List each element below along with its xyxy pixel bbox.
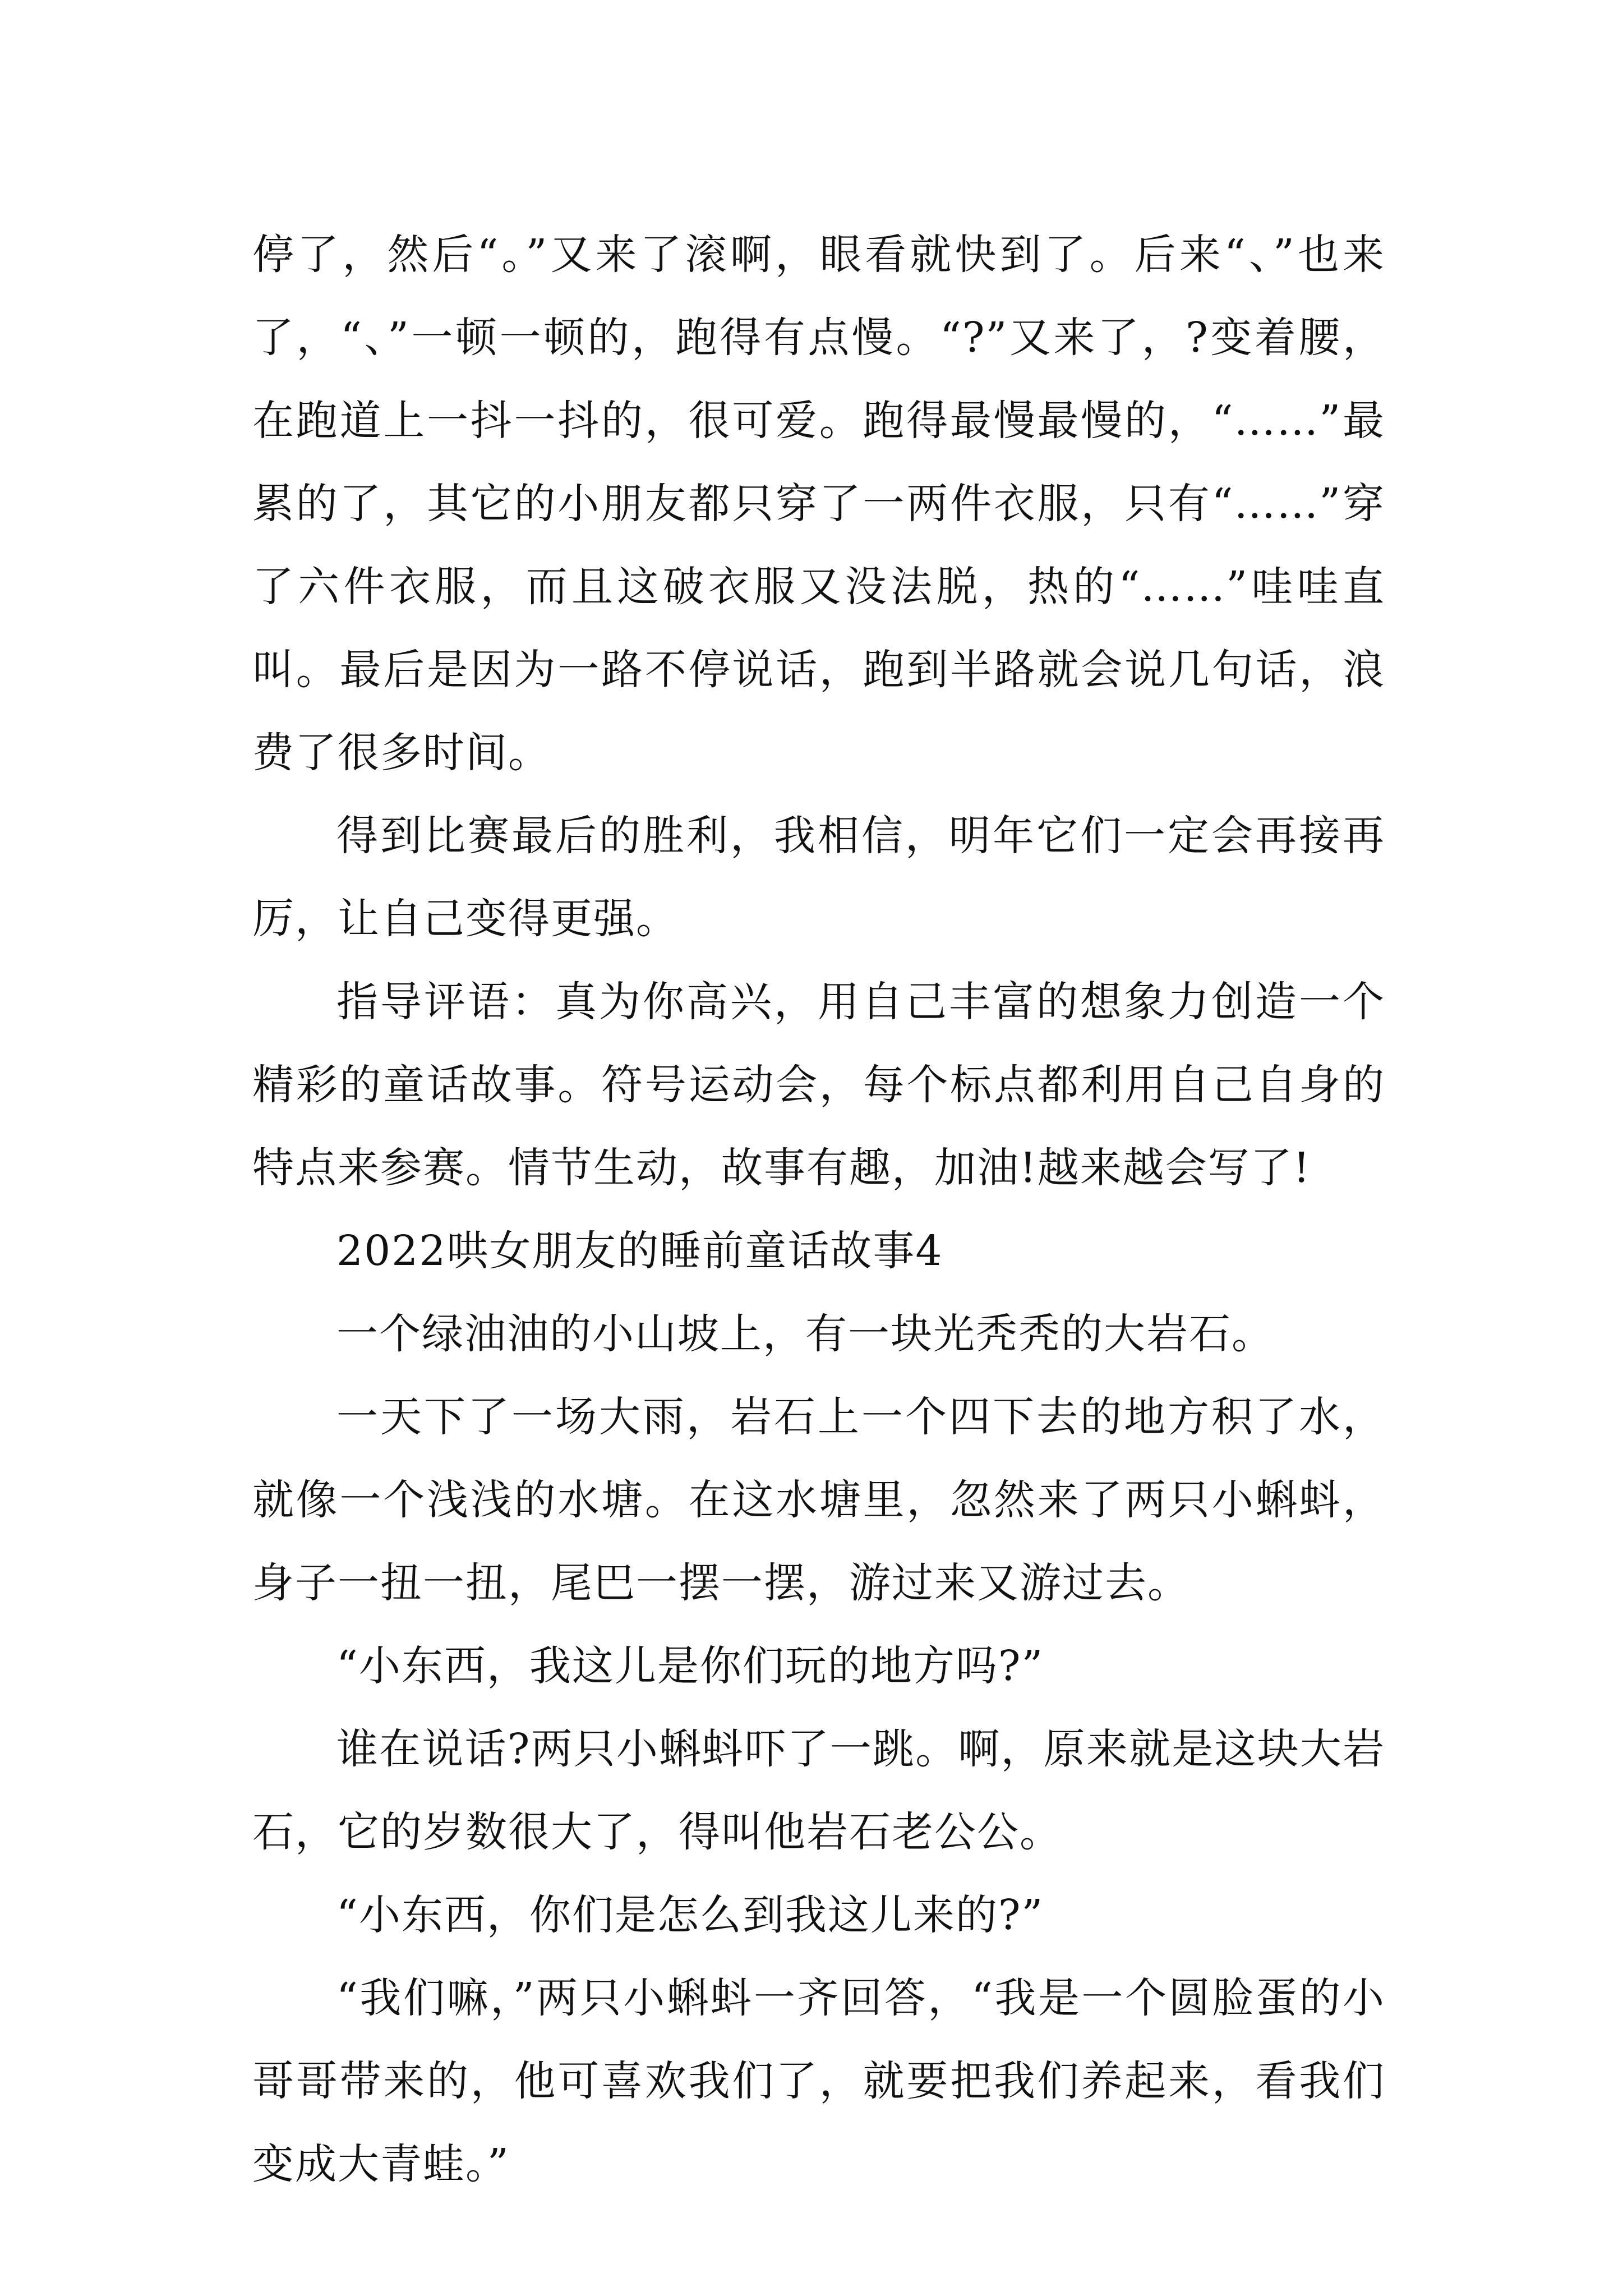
paragraph: 得到比赛最后的胜利，我相信，明年它们一定会再接再厉，让自己变得更强。	[252, 812, 1385, 943]
paragraph-comment: 指导评语：真为你高兴，用自己丰富的想象力创造一个精彩的童话故事。符号运动会，每个标点都利用自己自身的特点来参赛。情节生动，故事有趣，加油!越来越会写了!	[252, 978, 1385, 1192]
paragraph: 谁在说话?两只小蝌蚪吓了一跳。啊，原来就是这块大岩石，它的岁数很大了，得叫他岩石老公公。	[252, 1725, 1385, 1856]
dialogue-paragraph: “我们嘛，”两只小蝌蚪一齐回答，“我是一个圆脸蛋的小哥哥带来的，他可喜欢我们了，就要把我们养起来，看我们变成大青蛙。”	[252, 1974, 1385, 2188]
document-body	[252, 213, 1385, 2206]
paragraph-continuation: 停了，然后“。”又来了滚啊，眼看就快到了。后来“、”也来了，“、”一顿一顿的，跑得有点慢。“?”又来了，?变着腰，在跑道上一抖一抖的，很可爱。跑得最慢最慢的，“……”最累的了，其它的小朋友都只穿了一两件衣服，只有“……”穿了六件衣服，而且这破衣服又没法脱，热的“……”哇哇直叫。最后是因为一路不停说话，跑到半路就会说几句话，浪费了很多时间。	[252, 231, 1385, 777]
dialogue-paragraph: “小东西，你们是怎么到我这儿来的?”	[336, 1891, 1044, 1939]
story-heading: 2022哄女朋友的睡前童话故事4	[336, 1227, 943, 1275]
dialogue-paragraph: “小东西，我这儿是你们玩的地方吗?”	[336, 1642, 1044, 1690]
paragraph: 一天下了一场大雨，岩石上一个四下去的地方积了水，就像一个浅浅的水塘。在这水塘里，忽然来了两只小蝌蚪，身子一扭一扭，尾巴一摆一摆，游过来又游过去。	[252, 1393, 1385, 1607]
paragraph: 一个绿油油的小山坡上，有一块光秃秃的大岩石。	[336, 1310, 1274, 1358]
